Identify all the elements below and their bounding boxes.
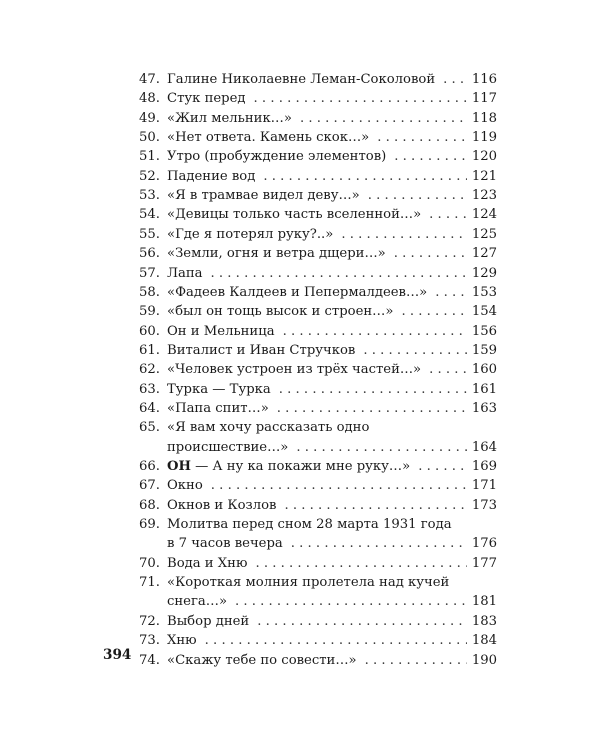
entry-page-number: 183 bbox=[471, 613, 497, 629]
dot-leader bbox=[279, 380, 467, 399]
entry-title: «Короткая молния пролетела над кучей bbox=[167, 575, 450, 591]
entry-number: 56. bbox=[139, 246, 160, 262]
entry-page-number: 119 bbox=[471, 130, 497, 146]
dot-leader bbox=[394, 147, 467, 166]
dot-leader bbox=[296, 438, 466, 457]
entry-title: «Скажу тебе по совести…» bbox=[167, 652, 357, 668]
entry-page-number: 164 bbox=[471, 439, 497, 455]
dot-leader bbox=[368, 186, 467, 205]
entry-title: «Папа спит…» bbox=[167, 400, 269, 416]
entry-title-bold: ОН bbox=[167, 459, 191, 474]
toc-entry bbox=[0, 476, 600, 495]
entry-title: Вода и Хню bbox=[167, 555, 248, 571]
entry-page-number: 127 bbox=[471, 246, 497, 262]
entry-title: «Где я потерял руку?..» bbox=[167, 226, 334, 242]
toc-entry bbox=[0, 89, 600, 108]
entry-number: 74. bbox=[139, 652, 160, 668]
toc-entry-continuation bbox=[0, 592, 600, 611]
toc-entry bbox=[0, 283, 600, 302]
entry-page-number: 184 bbox=[471, 633, 497, 649]
entry-page-number: 159 bbox=[471, 342, 497, 358]
dot-leader bbox=[418, 457, 467, 476]
dot-leader bbox=[401, 302, 466, 321]
toc-entry bbox=[0, 631, 600, 650]
entry-page-number: 176 bbox=[471, 536, 497, 552]
entry-number: 55. bbox=[139, 226, 160, 242]
entry-page-number: 129 bbox=[471, 265, 497, 281]
entry-title: «Жил мельник…» bbox=[167, 110, 292, 126]
entry-number: 70. bbox=[139, 555, 160, 571]
dot-leader bbox=[255, 554, 466, 573]
entry-number: 47. bbox=[139, 72, 160, 87]
toc-entry bbox=[0, 70, 600, 89]
entry-number: 53. bbox=[139, 188, 160, 204]
dot-leader bbox=[291, 534, 467, 553]
entry-title: Лапа bbox=[167, 265, 203, 281]
entry-title: Стук перед bbox=[167, 91, 246, 107]
toc-entry bbox=[0, 244, 600, 263]
entry-page-number: 153 bbox=[471, 284, 497, 300]
entry-title: «Земли, огня и ветра дщери…» bbox=[167, 246, 386, 262]
dot-leader bbox=[254, 89, 467, 108]
entry-page-number: 173 bbox=[471, 497, 497, 513]
entry-number: 66. bbox=[139, 459, 160, 474]
entry-page-number: 154 bbox=[471, 304, 497, 320]
entry-number: 49. bbox=[139, 110, 160, 126]
dot-leader bbox=[300, 109, 467, 128]
entry-page-number: 156 bbox=[471, 323, 497, 339]
entry-title: «Нет ответа. Камень скок…» bbox=[167, 130, 370, 146]
entry-page-number: 125 bbox=[471, 226, 497, 242]
entry-page-number: 177 bbox=[471, 555, 497, 571]
entry-title: Окнов и Козлов bbox=[167, 497, 277, 513]
entry-number: 69. bbox=[139, 517, 160, 533]
entry-title: Утро (пробуждение элементов) bbox=[167, 149, 387, 165]
entry-page-number: 160 bbox=[471, 362, 497, 378]
entry-page-number: 116 bbox=[471, 72, 497, 87]
entry-number: 60. bbox=[139, 323, 160, 339]
entry-number: 72. bbox=[139, 613, 160, 629]
entry-number: 61. bbox=[139, 342, 160, 358]
toc-entry bbox=[0, 399, 600, 418]
entry-title-continued: снега…» bbox=[167, 594, 228, 610]
entry-page-number: 181 bbox=[471, 594, 497, 610]
dot-leader bbox=[211, 476, 467, 495]
entry-number: 71. bbox=[139, 575, 160, 591]
entry-number: 54. bbox=[139, 207, 160, 223]
entry-page-number: 121 bbox=[471, 168, 497, 184]
toc-entry bbox=[0, 573, 600, 592]
dot-leader bbox=[435, 283, 467, 302]
entry-page-number: 169 bbox=[471, 459, 497, 474]
dot-leader bbox=[429, 360, 467, 379]
entry-title-rest: — А ну ка покажи мне руку…» bbox=[190, 459, 411, 474]
toc-entry bbox=[0, 612, 600, 631]
toc-entry bbox=[0, 496, 600, 515]
entry-page-number: 123 bbox=[471, 188, 497, 204]
dot-leader bbox=[205, 631, 467, 650]
dot-leader bbox=[377, 128, 467, 147]
entry-title: «Девицы только часть вселенной…» bbox=[167, 207, 422, 223]
entry-title: «Я вам хочу рассказать одно bbox=[167, 420, 370, 436]
toc-entry bbox=[0, 457, 600, 476]
entry-title: «Человек устроен из трёх частей…» bbox=[167, 362, 422, 378]
entry-number: 64. bbox=[139, 400, 160, 416]
entry-title: Выбор дней bbox=[167, 613, 250, 629]
dot-leader bbox=[394, 244, 467, 263]
entry-page-number: 124 bbox=[471, 207, 497, 223]
entry-title-continued: происшествие…» bbox=[167, 439, 289, 455]
toc-entry bbox=[0, 225, 600, 244]
dot-leader bbox=[284, 496, 466, 515]
toc-entry bbox=[0, 205, 600, 224]
toc-entry bbox=[0, 554, 600, 573]
entry-title: Турка — Турка bbox=[167, 381, 271, 397]
entry-title: «был он тощь высок и строен…» bbox=[167, 304, 394, 320]
toc-entry bbox=[0, 380, 600, 399]
dot-leader bbox=[277, 399, 467, 418]
dot-leader bbox=[283, 322, 467, 341]
toc-entry bbox=[0, 128, 600, 147]
page-number: 394 bbox=[103, 647, 132, 663]
entry-title: Он и Мельница bbox=[167, 323, 275, 339]
toc-entry bbox=[0, 147, 600, 166]
entry-title: Виталист и Иван Стручков bbox=[167, 342, 356, 358]
entry-title bbox=[167, 457, 410, 476]
entry-page-number: 118 bbox=[471, 110, 497, 126]
dot-leader bbox=[365, 651, 467, 670]
entry-title: Окно bbox=[167, 478, 203, 494]
dot-leader bbox=[263, 167, 466, 186]
entry-page-number: 190 bbox=[471, 652, 497, 668]
toc-entry bbox=[0, 109, 600, 128]
dot-leader bbox=[429, 205, 467, 224]
toc-entry bbox=[0, 264, 600, 283]
toc-entry-continuation bbox=[0, 534, 600, 553]
toc-entry bbox=[0, 322, 600, 341]
dot-leader bbox=[341, 225, 467, 244]
toc-entry bbox=[0, 186, 600, 205]
entry-title: Галине Николаевне Леман-Соколовой bbox=[167, 72, 436, 87]
entry-number: 63. bbox=[139, 381, 160, 397]
entry-title-continued: в 7 часов вечера bbox=[167, 536, 283, 552]
entry-number: 67. bbox=[139, 478, 160, 494]
toc-entry bbox=[0, 167, 600, 186]
entry-page-number: 163 bbox=[471, 400, 497, 416]
entry-number: 59. bbox=[139, 304, 160, 320]
entry-title: Хню bbox=[167, 633, 197, 649]
entry-number: 51. bbox=[139, 149, 160, 165]
entry-title: «Я в трамвае видел деву…» bbox=[167, 188, 360, 204]
entry-title: Падение вод bbox=[167, 168, 256, 184]
entry-number: 68. bbox=[139, 497, 160, 513]
toc-entry bbox=[0, 418, 600, 437]
entry-title: Молитва перед сном 28 марта 1931 года bbox=[167, 517, 452, 533]
entry-number: 62. bbox=[139, 362, 160, 378]
toc-entry bbox=[0, 360, 600, 379]
entry-number: 48. bbox=[139, 91, 160, 107]
entry-page-number: 161 bbox=[471, 381, 497, 397]
dot-leader bbox=[257, 612, 467, 631]
entry-title: «Фадеев Калдеев и Пепермалдеев…» bbox=[167, 284, 428, 300]
entry-number: 57. bbox=[139, 265, 160, 281]
entry-number: 50. bbox=[139, 130, 160, 146]
toc-entry bbox=[0, 651, 600, 670]
toc-entry bbox=[0, 515, 600, 534]
entry-page-number: 117 bbox=[471, 91, 497, 107]
dot-leader bbox=[443, 70, 467, 89]
dot-leader bbox=[211, 264, 467, 283]
toc-entry-continuation bbox=[0, 438, 600, 457]
toc-entry bbox=[0, 302, 600, 321]
entry-page-number: 120 bbox=[471, 149, 497, 165]
entry-number: 58. bbox=[139, 284, 160, 300]
toc-entry bbox=[0, 341, 600, 360]
entry-number: 65. bbox=[139, 420, 160, 436]
entry-page-number: 171 bbox=[471, 478, 497, 494]
entry-number: 73. bbox=[139, 633, 160, 649]
entry-number: 52. bbox=[139, 168, 160, 184]
dot-leader bbox=[363, 341, 466, 360]
dot-leader bbox=[235, 592, 467, 611]
